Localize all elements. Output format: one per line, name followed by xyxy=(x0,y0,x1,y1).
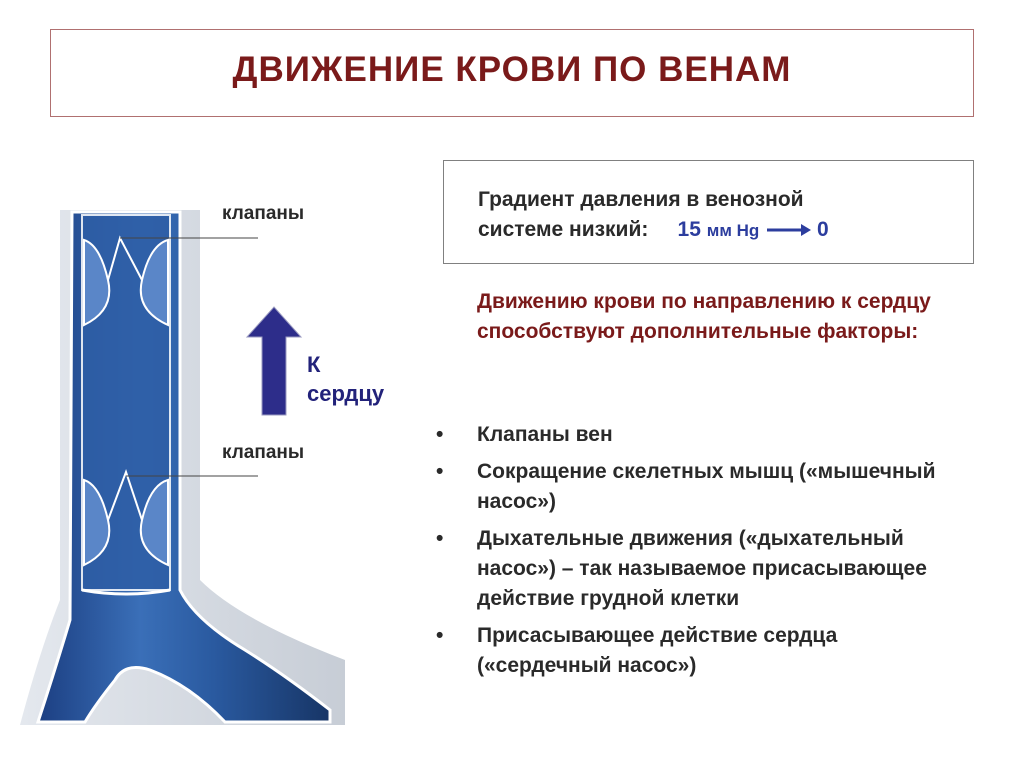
gradient-end-value: 0 xyxy=(816,218,829,241)
to-heart-line2: сердцу xyxy=(307,381,385,406)
valves-label-bottom: клапаны xyxy=(222,442,305,463)
list-item-text: Сокращение скелетных мышц («мышечный насос») xyxy=(477,460,936,513)
gradient-unit: мм Hg xyxy=(706,221,760,240)
bullet-icon: • xyxy=(436,527,444,550)
factors-list xyxy=(436,420,966,688)
list-item xyxy=(436,420,966,450)
valves-label-top: клапаны xyxy=(222,203,305,224)
to-heart-label xyxy=(307,350,384,408)
bullet-icon: • xyxy=(436,423,444,446)
list-item-text: Клапаны вен xyxy=(477,423,613,446)
title-box xyxy=(50,29,974,117)
up-arrow-icon xyxy=(245,305,303,417)
to-heart-line1: К xyxy=(307,352,321,377)
list-item-text: Дыхательные движения («дыхательный насос») – так называемое присасывающее действие грудной клетки xyxy=(477,527,927,610)
bullet-icon: • xyxy=(436,624,444,647)
gradient-start-value: 15 xyxy=(677,218,701,241)
right-arrow-icon xyxy=(765,223,811,237)
intro-text: Движению крови по направлению к сердцу способствуют дополнительные факторы: xyxy=(477,290,931,343)
gradient-box xyxy=(443,160,974,264)
gradient-line1: Градиент давления в венозной xyxy=(478,188,804,211)
vein-illustration xyxy=(0,150,345,725)
list-item xyxy=(436,457,966,517)
list-item xyxy=(436,524,966,614)
list-item xyxy=(436,621,966,681)
list-item-text: Присасывающее действие сердца («сердечный насос») xyxy=(477,624,838,677)
page-title: ДВИЖЕНИЕ КРОВИ ПО ВЕНАМ xyxy=(232,50,792,89)
bullet-icon: • xyxy=(436,460,444,483)
gradient-text xyxy=(478,185,829,246)
gradient-line2 xyxy=(478,215,829,246)
gradient-line2-text: системе низкий: xyxy=(478,218,649,241)
